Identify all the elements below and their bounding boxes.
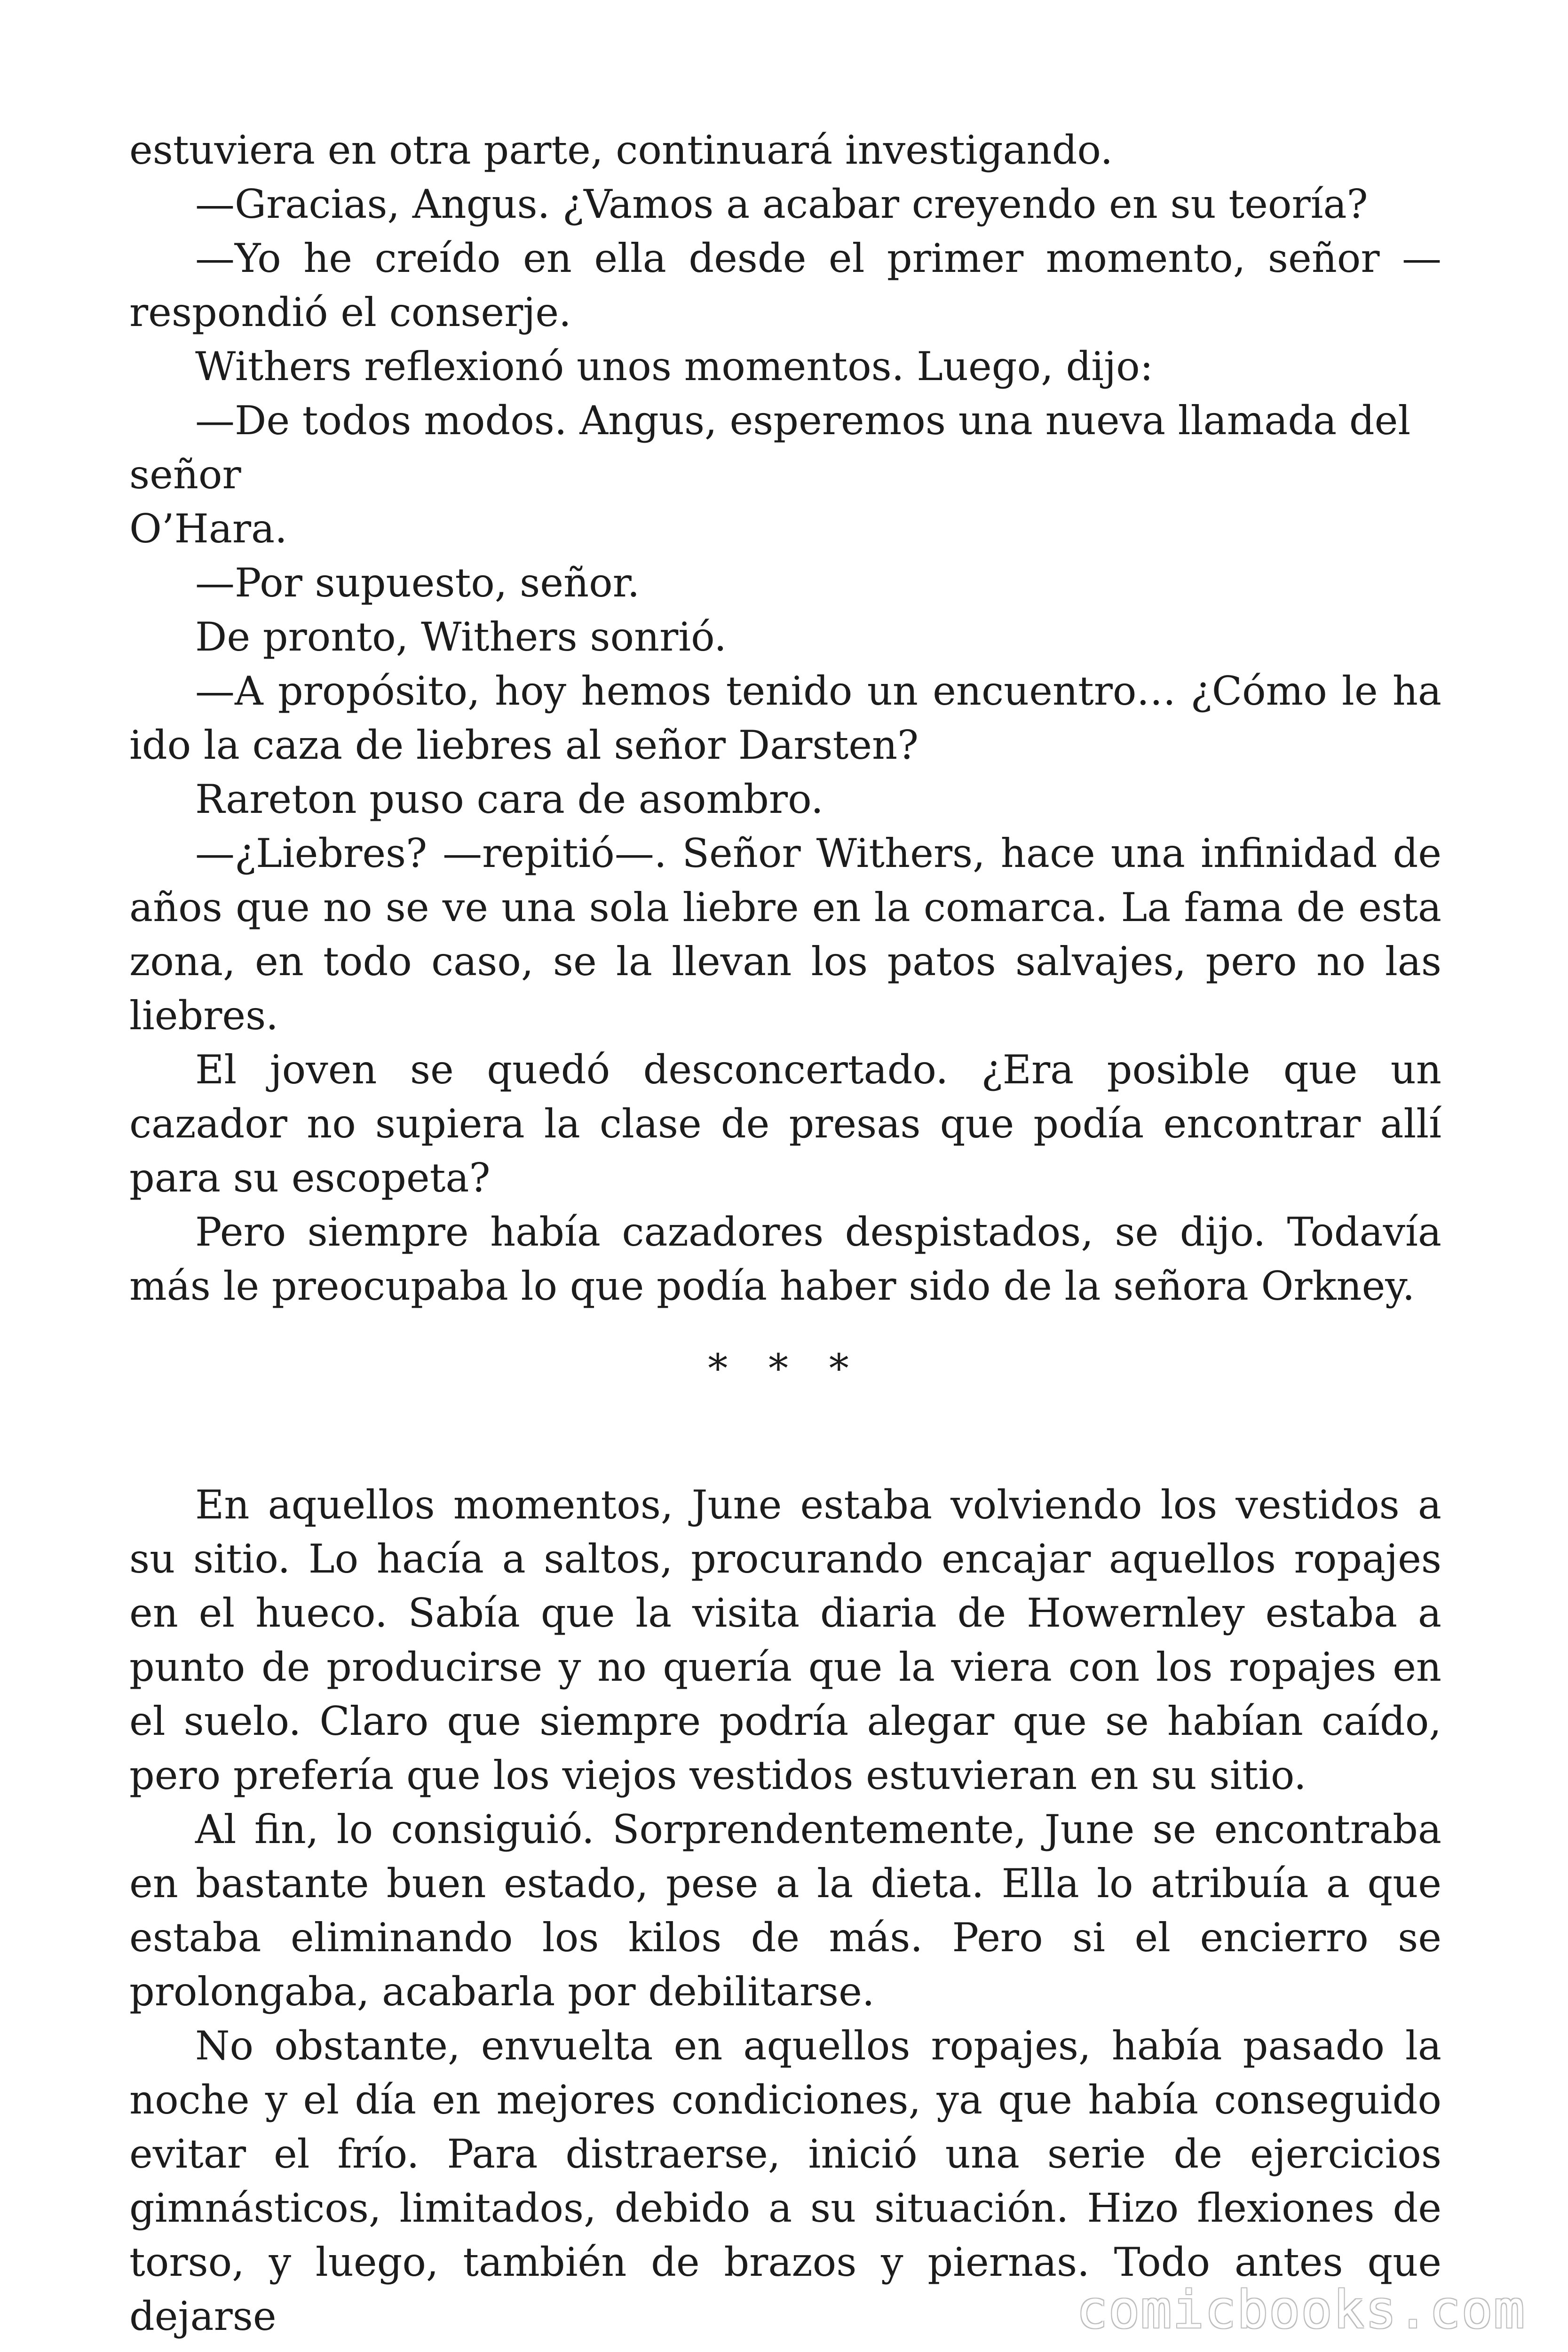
paragraph: estuviera en otra parte, continuará investigando. bbox=[129, 127, 1113, 173]
paragraph: Pero siempre había cazadores despistados, se dijo. Todavía más le preocupaba lo que podía haber sido de la señora Orkney. bbox=[129, 1209, 1441, 1309]
paragraph: O’Hara. bbox=[129, 506, 287, 552]
paragraph: —Yo he creído en ella desde el primer momento, señor —respondió el conserje. bbox=[129, 235, 1441, 335]
paragraph: —¿Liebres? —repitió—. Señor Withers, hace una infinidad de años que no se ve una sola liebre en la comarca. La fama de esta zona, en todo caso, se la llevan los patos salvajes, pero no las liebres. bbox=[129, 830, 1441, 1039]
paragraph: Withers reflexionó unos momentos. Luego, dijo: bbox=[195, 343, 1154, 389]
text-section-bottom bbox=[129, 1478, 1441, 2344]
paragraph: De pronto, Withers sonrió. bbox=[195, 614, 727, 660]
text-section-top bbox=[129, 123, 1441, 1313]
paragraph: Al fin, lo consiguió. Sorprendentemente, June se encontraba en bastante buen estado, pese a la dieta. Ella lo atribuía a que estaba eliminando los kilos de más. Pero si el encierro se prolongaba, acabarla por debilitarse. bbox=[129, 1806, 1441, 2015]
paragraph: Rareton puso cara de asombro. bbox=[195, 776, 824, 822]
watermark-logo: comicbooks.com bbox=[1076, 2280, 1526, 2340]
paragraph: —Por supuesto, señor. bbox=[195, 560, 640, 606]
paragraph: —A propósito, hoy hemos tenido un encuentro… ¿Cómo le ha ido la caza de liebres al señor Darsten? bbox=[129, 668, 1441, 768]
paragraph: —De todos modos. Angus, esperemos una nueva llamada del señor bbox=[129, 397, 1411, 498]
book-page bbox=[129, 123, 1441, 2344]
paragraph: No obstante, envuelta en aquellos ropajes, había pasado la noche y el día en mejores condiciones, ya que había conseguido evitar el frío. Para distraerse, inició una serie de ejercicios gimnásticos, limitados, debido a su situación. Hizo flexiones de torso, y luego, también de brazos y piernas. Todo antes que dejarse bbox=[129, 2023, 1441, 2339]
paragraph: —Gracias, Angus. ¿Vamos a acabar creyendo en su teoría? bbox=[195, 181, 1368, 227]
section-separator: * * * bbox=[708, 1345, 863, 1391]
paragraph: En aquellos momentos, June estaba volviendo los vestidos a su sitio. Lo hacía a saltos, procurando encajar aquellos ropajes en el hueco. Sabía que la visita diaria de Howernley estaba a punto de producirse y no quería que la viera con los ropajes en el suelo. Claro que siempre podría alegar que se habían caído, pero prefería que los viejos vestidos estuvieran en su sitio. bbox=[129, 1482, 1441, 1798]
paragraph: El joven se quedó desconcertado. ¿Era posible que un cazador no supiera la clase de presas que podía encontrar allí para su escopeta? bbox=[129, 1047, 1441, 1201]
